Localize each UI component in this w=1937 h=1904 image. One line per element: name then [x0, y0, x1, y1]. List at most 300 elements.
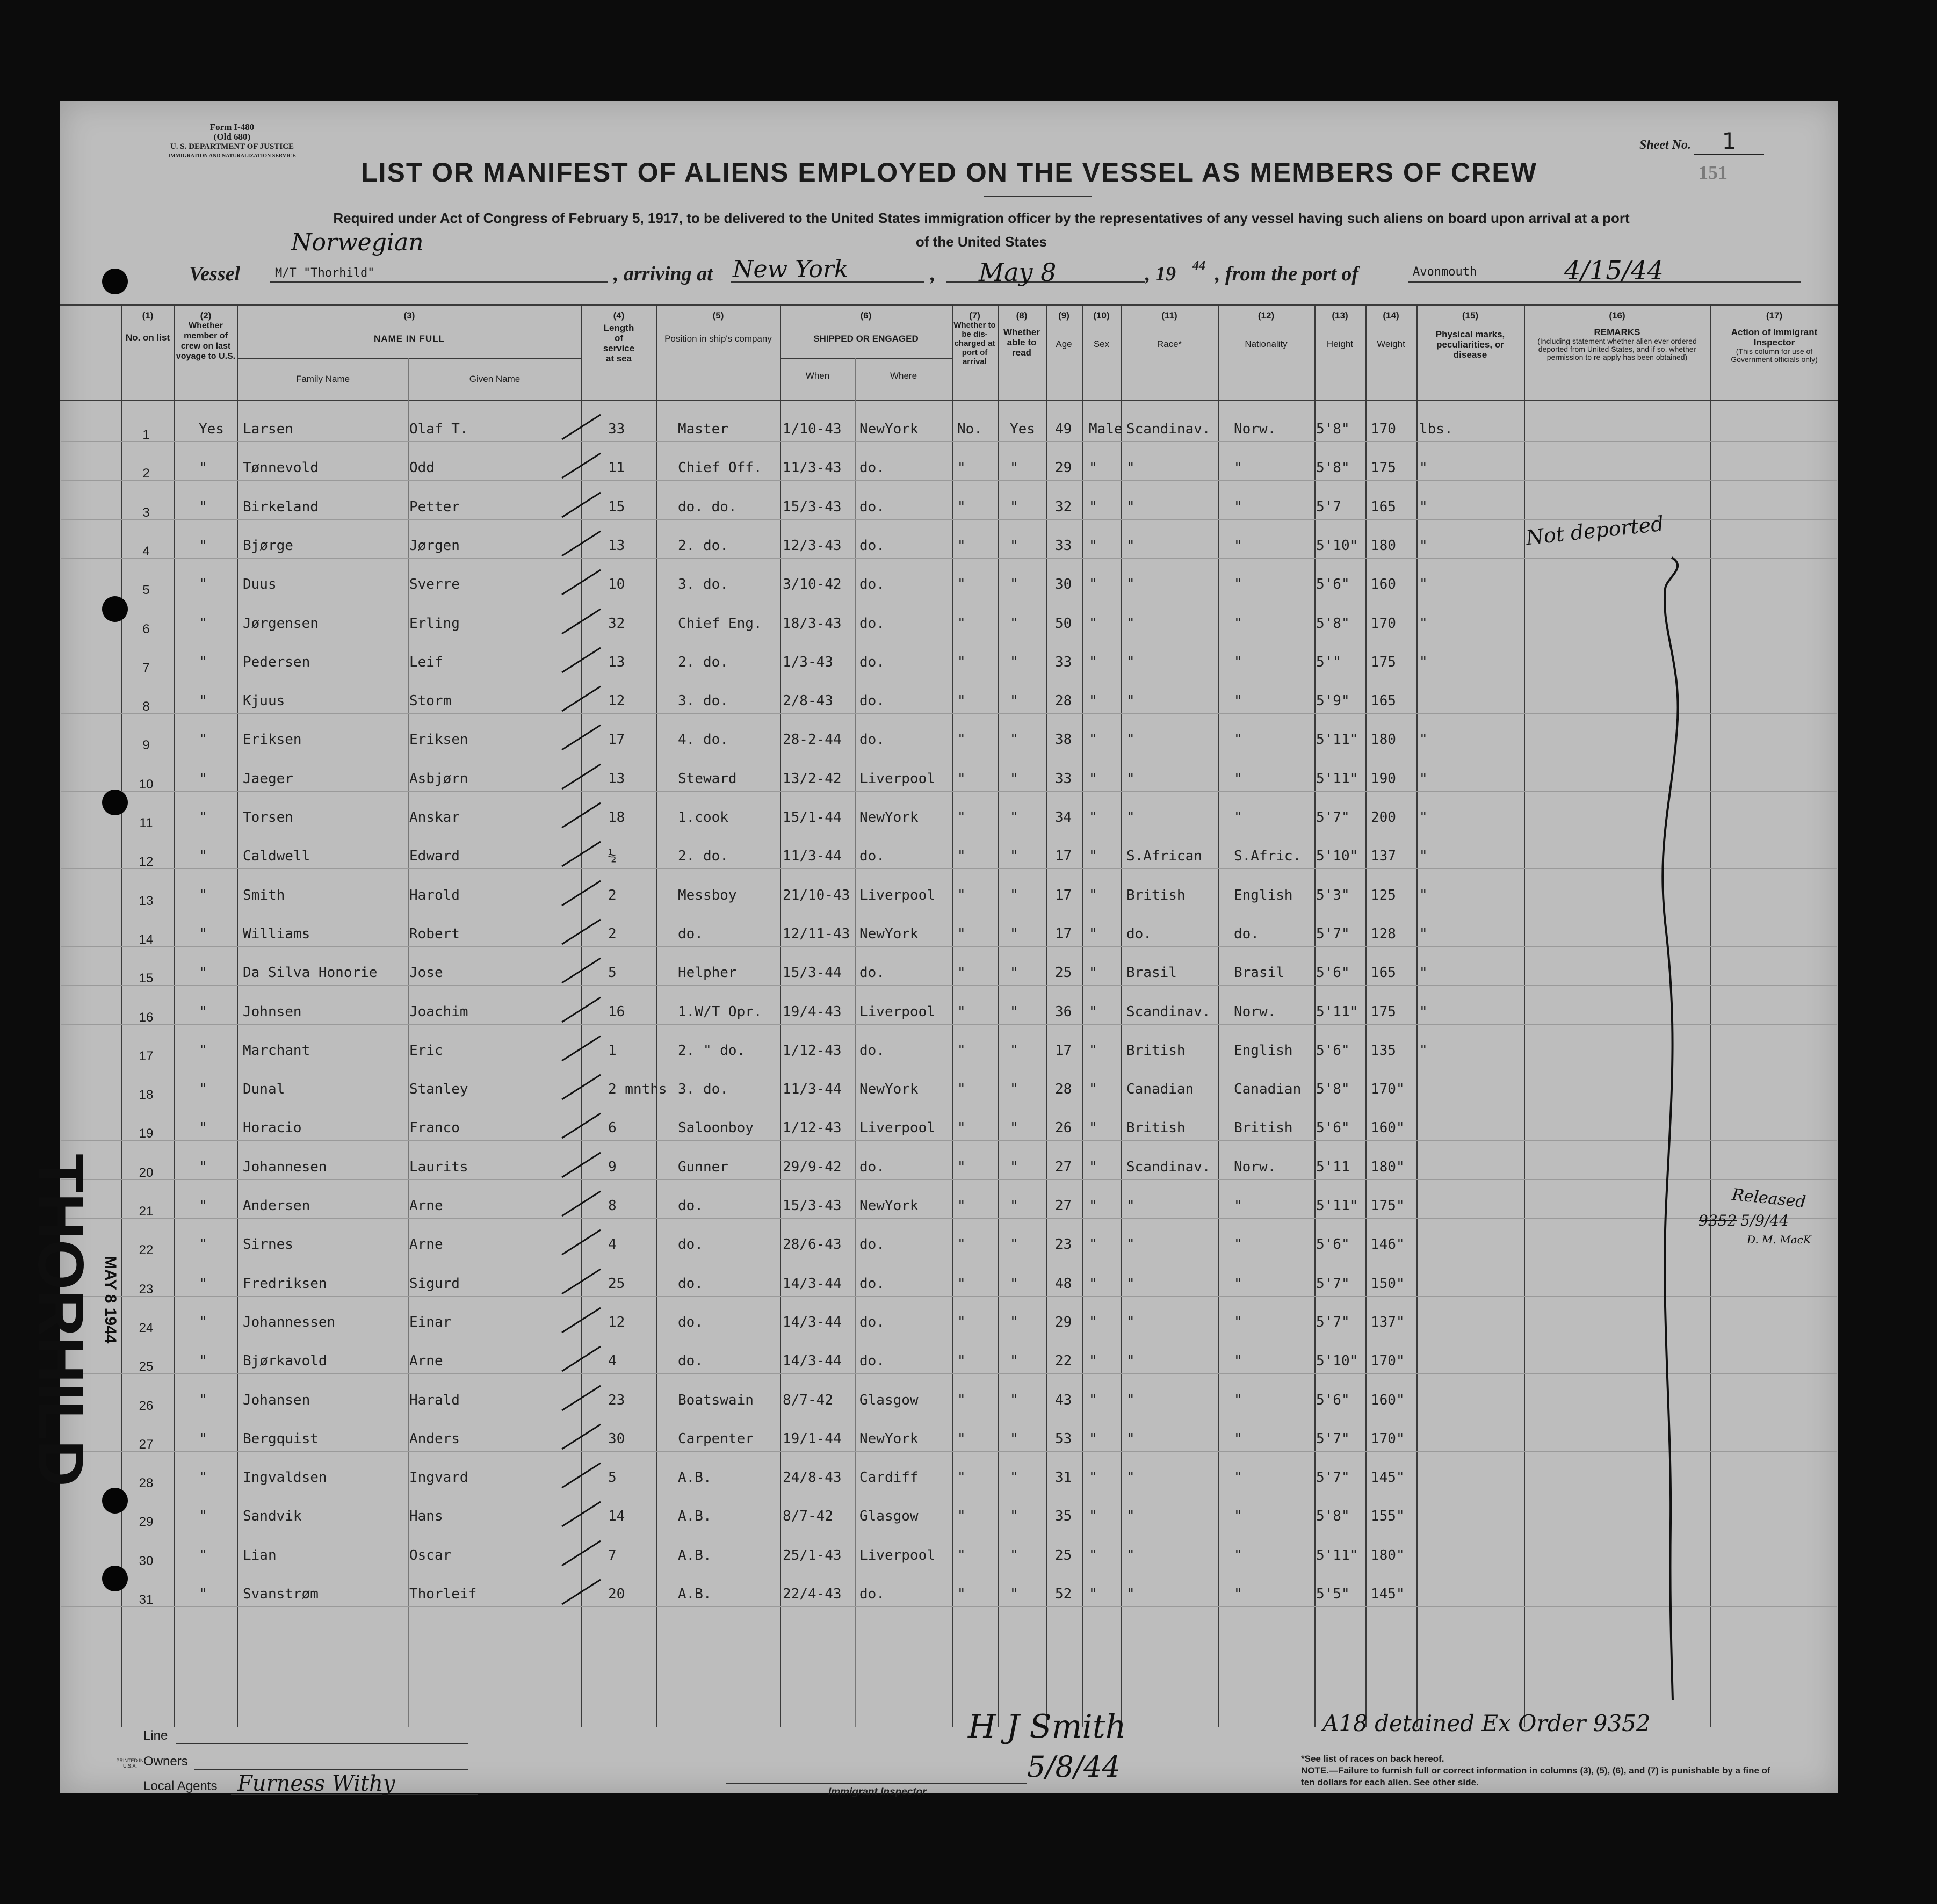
- weight: 165: [1371, 965, 1396, 981]
- ship-position: 4. do.: [678, 732, 728, 748]
- discharged: ": [957, 1198, 966, 1214]
- service-length: 13: [608, 770, 625, 787]
- able-to-read: ": [1010, 693, 1018, 710]
- engaged-where: do.: [859, 1314, 885, 1330]
- ship-position: do. do.: [678, 498, 737, 515]
- inspector-line: [726, 1783, 1027, 1784]
- form-old-number: (Old 680): [213, 132, 251, 142]
- discharged: ": [957, 965, 966, 981]
- sex: ": [1089, 1081, 1097, 1098]
- check-mark-icon: [560, 800, 603, 832]
- col13-number: (13): [1332, 310, 1348, 321]
- height: 5'7": [1316, 1469, 1350, 1486]
- age: 17: [1055, 1042, 1072, 1059]
- given-name: Storm: [409, 693, 452, 710]
- race: Brasil: [1126, 965, 1177, 981]
- race: ": [1126, 576, 1135, 593]
- engaged-when: 1/10-43: [783, 421, 842, 437]
- able-to-read: ": [1010, 1159, 1018, 1175]
- family-name: Larsen: [243, 421, 293, 437]
- prior-voyage: Yes: [199, 421, 224, 437]
- sex: ": [1089, 1314, 1097, 1330]
- weight: 175: [1371, 460, 1396, 476]
- row-number: 24: [139, 1320, 154, 1335]
- able-to-read: ": [1010, 1120, 1018, 1136]
- row-number: 13: [139, 893, 154, 908]
- height: 5'10": [1316, 1353, 1358, 1370]
- from-port: Avonmouth: [1413, 265, 1477, 279]
- service-length: 20: [608, 1586, 625, 1602]
- weight: 175": [1371, 1198, 1405, 1214]
- check-mark-icon: [560, 645, 603, 677]
- engaged-when: 2/8-43: [783, 693, 833, 710]
- nationality: ": [1234, 693, 1242, 710]
- check-mark-icon: [560, 955, 603, 987]
- owners-field: [194, 1769, 468, 1770]
- height: 5'11": [1316, 770, 1358, 787]
- sex: ": [1089, 1547, 1097, 1563]
- nationality: ": [1234, 654, 1242, 670]
- able-to-read: ": [1010, 770, 1018, 787]
- given-name: Stanley: [409, 1081, 468, 1098]
- col1-number: (1): [142, 310, 154, 321]
- col3-number: (3): [403, 310, 415, 321]
- able-to-read: ": [1010, 1275, 1018, 1292]
- race: ": [1126, 1198, 1135, 1214]
- nationality: ": [1234, 537, 1242, 554]
- given-name: Odd: [409, 460, 435, 476]
- inspector-label: Immigrant Inspector: [828, 1786, 927, 1798]
- engaged-when: 11/3-43: [783, 460, 842, 476]
- check-mark-icon: [560, 1072, 603, 1104]
- service-length: 4: [608, 1236, 617, 1253]
- col13-header: Height: [1326, 339, 1354, 349]
- ship-position: 3. do.: [678, 693, 728, 710]
- race: ": [1126, 615, 1135, 632]
- col16-number: (16): [1609, 310, 1625, 321]
- nationality: English: [1234, 887, 1293, 903]
- sex: ": [1089, 654, 1097, 670]
- able-to-read: ": [1010, 537, 1018, 554]
- height: 5'10": [1316, 848, 1358, 865]
- race: ": [1126, 1586, 1135, 1602]
- arrival-date: May 8: [979, 258, 1057, 287]
- sex: ": [1089, 732, 1097, 748]
- able-to-read: ": [1010, 848, 1018, 865]
- family-name: Fredriksen: [243, 1275, 327, 1292]
- ship-position: Gunner: [678, 1159, 728, 1175]
- race: do.: [1126, 925, 1152, 942]
- engaged-where: NewYork: [859, 1198, 919, 1214]
- col14-number: (14): [1383, 310, 1399, 321]
- col1-header: No. on list: [125, 332, 170, 343]
- engaged-when: 15/3-43: [783, 1198, 842, 1214]
- check-mark-icon: [560, 450, 603, 482]
- able-to-read: ": [1010, 1236, 1018, 1253]
- discharged: ": [957, 887, 966, 903]
- family-name: Marchant: [243, 1042, 310, 1059]
- able-to-read: ": [1010, 1314, 1018, 1330]
- engaged-where: do.: [859, 693, 885, 710]
- given-name: Jose: [409, 965, 443, 981]
- check-mark-icon: [560, 1110, 603, 1142]
- engaged-where: Liverpool: [859, 887, 935, 903]
- row-rule: [61, 1140, 1837, 1141]
- family-name: Duus: [243, 576, 277, 593]
- subtitle-line-1: Required under Act of Congress of February 5, 1917, to be delivered to the United States immigration officer by the representatives of any vessel having such aliens on board upon arrival at a port: [333, 210, 1630, 226]
- col12-header: Nationality: [1245, 339, 1288, 349]
- physical-marks: ": [1419, 460, 1428, 476]
- engaged-where: do.: [859, 1159, 885, 1175]
- service-length: ½: [608, 848, 617, 865]
- sheet-number: [1639, 128, 1764, 155]
- row-number: 8: [142, 699, 150, 714]
- height: 5'5": [1316, 1586, 1350, 1602]
- engaged-where: NewYork: [859, 1430, 919, 1447]
- col6-number: (6): [860, 310, 872, 321]
- discharged: ": [957, 1042, 966, 1059]
- race: Canadian: [1126, 1081, 1194, 1098]
- discharged: ": [957, 1586, 966, 1602]
- able-to-read: ": [1010, 654, 1018, 670]
- vessel-line: Norwegian Vessel M/T "Thorhild" , arriving at New York , May 8 , 19 44 , from the port of Avonmouth 4/15/44: [189, 262, 1801, 294]
- col11-number: (11): [1161, 310, 1177, 321]
- check-mark-icon: [560, 761, 603, 793]
- row-number: 20: [139, 1165, 154, 1180]
- age: 36: [1055, 1003, 1072, 1020]
- service-length: 6: [608, 1120, 617, 1136]
- nationality: ": [1234, 576, 1242, 593]
- able-to-read: ": [1010, 1508, 1018, 1525]
- sex: ": [1089, 848, 1097, 865]
- family-name: Jaeger: [243, 770, 293, 787]
- race: British: [1126, 1042, 1186, 1059]
- height: 5'8": [1316, 460, 1350, 476]
- ship-position: Saloonboy: [678, 1120, 754, 1136]
- from-port-label: , from the port of: [1215, 263, 1359, 285]
- nationality: Norw.: [1234, 421, 1276, 437]
- physical-marks: ": [1419, 537, 1428, 554]
- arriving-label: , arriving at: [613, 263, 713, 285]
- given-name: Harald: [409, 1392, 460, 1408]
- family-name: Pedersen: [243, 654, 310, 670]
- prior-voyage: ": [199, 887, 207, 903]
- check-mark-icon: [560, 722, 603, 754]
- sex: ": [1089, 925, 1097, 942]
- page-title: LIST OR MANIFEST OF ALIENS EMPLOYED ON THE VESSEL AS MEMBERS OF CREW: [361, 157, 1537, 187]
- weight: 125: [1371, 887, 1396, 903]
- nationality: ": [1234, 615, 1242, 632]
- engaged-where: do.: [859, 498, 885, 515]
- family-name: Bjørge: [243, 537, 293, 554]
- weight: 137": [1371, 1314, 1405, 1330]
- check-mark-icon: [560, 1149, 603, 1182]
- sex: ": [1089, 1159, 1097, 1175]
- race: ": [1126, 460, 1135, 476]
- sex: ": [1089, 887, 1097, 903]
- inspector-signature: H J Smith: [968, 1708, 1126, 1746]
- able-to-read: ": [1010, 965, 1018, 981]
- col6-where: Where: [890, 371, 917, 381]
- family-name: Eriksen: [243, 732, 302, 748]
- height: 5'6": [1316, 1042, 1350, 1059]
- col14-header: Weight: [1377, 339, 1405, 349]
- weight: 180": [1371, 1159, 1405, 1175]
- engaged-when: 8/7-42: [783, 1508, 833, 1525]
- nationality: S.Afric.: [1234, 848, 1302, 865]
- ship-position: Helpher: [678, 965, 737, 981]
- age: 27: [1055, 1198, 1072, 1214]
- check-mark-icon: [560, 683, 603, 715]
- row-number: 25: [139, 1359, 154, 1374]
- row-rule: [61, 1024, 1837, 1025]
- able-to-read: ": [1010, 498, 1018, 515]
- age: 31: [1055, 1469, 1072, 1486]
- physical-marks: lbs.: [1419, 421, 1453, 437]
- row-rule: [61, 558, 1837, 559]
- weight: 170": [1371, 1081, 1405, 1098]
- physical-marks: ": [1419, 615, 1428, 632]
- physical-marks: ": [1419, 770, 1428, 787]
- race: ": [1126, 1508, 1135, 1525]
- row-number: 22: [139, 1243, 154, 1258]
- able-to-read: ": [1010, 615, 1018, 632]
- col3-family-name: Family Name: [295, 374, 350, 384]
- row-rule: [61, 946, 1837, 947]
- row-number: 9: [142, 738, 150, 753]
- family-name: Svanstrøm: [243, 1586, 319, 1602]
- ship-position: Chief Eng.: [678, 615, 762, 632]
- ship-position: do.: [678, 925, 703, 942]
- row-number: 7: [142, 660, 150, 675]
- prior-voyage: ": [199, 809, 207, 826]
- prior-voyage: ": [199, 537, 207, 554]
- check-mark-icon: [560, 1576, 603, 1609]
- nationality: ": [1234, 1430, 1242, 1447]
- given-name: Eric: [409, 1042, 443, 1059]
- able-to-read: ": [1010, 576, 1018, 593]
- prior-voyage: ": [199, 1081, 207, 1098]
- check-mark-icon: [560, 411, 603, 444]
- discharged: ": [957, 693, 966, 710]
- weight: 175: [1371, 1003, 1396, 1020]
- engaged-when: 11/3-44: [783, 1081, 842, 1098]
- height: 5'7": [1316, 925, 1350, 942]
- prior-voyage: ": [199, 925, 207, 942]
- vessel-name: M/T "Thorhild": [275, 266, 375, 280]
- sex: ": [1089, 1120, 1097, 1136]
- age: 30: [1055, 576, 1072, 593]
- engaged-where: Cardiff: [859, 1469, 919, 1486]
- sex: ": [1089, 1586, 1097, 1602]
- able-to-read: ": [1010, 809, 1018, 826]
- prior-voyage: ": [199, 576, 207, 593]
- row-number: 4: [142, 544, 150, 559]
- discharged: ": [957, 1081, 966, 1098]
- check-mark-icon: [560, 1421, 603, 1453]
- col11-header: Race*: [1157, 339, 1182, 349]
- given-name: Sigurd: [409, 1275, 460, 1292]
- sex: ": [1089, 1392, 1097, 1408]
- weight: 180: [1371, 732, 1396, 748]
- check-mark-icon: [560, 878, 603, 910]
- binder-hole: [102, 269, 128, 294]
- height: 5'11": [1316, 1547, 1358, 1563]
- service-length: 23: [608, 1392, 625, 1408]
- penalty-note: NOTE.—Failure to furnish full or correct information in columns (3), (5), (6), and (7) is punishable by a fine of ten dollars for each alien. See other side.: [1301, 1765, 1770, 1787]
- engaged-when: 1/3-43: [783, 654, 833, 670]
- ship-position: do.: [678, 1198, 703, 1214]
- race: British: [1126, 887, 1186, 903]
- row-number: 28: [139, 1476, 154, 1491]
- engaged-where: do.: [859, 1353, 885, 1370]
- weight: 170": [1371, 1353, 1405, 1370]
- able-to-read: ": [1010, 925, 1018, 942]
- row-number: 10: [139, 777, 154, 792]
- check-mark-icon: [560, 1033, 603, 1065]
- height: 5'": [1316, 654, 1341, 670]
- age: 43: [1055, 1392, 1072, 1408]
- race: ": [1126, 770, 1135, 787]
- age: 35: [1055, 1508, 1072, 1525]
- prior-voyage: ": [199, 693, 207, 710]
- discharged: No.: [957, 421, 982, 437]
- able-to-read: ": [1010, 732, 1018, 748]
- able-to-read: ": [1010, 1430, 1018, 1447]
- able-to-read: ": [1010, 1353, 1018, 1370]
- nationality: ": [1234, 460, 1242, 476]
- height: 5'6": [1316, 1392, 1350, 1408]
- ship-position: A.B.: [678, 1508, 712, 1525]
- ship-position: Master: [678, 421, 728, 437]
- col4-header: Length of service at sea: [603, 323, 635, 364]
- stamp-number: 151: [1699, 162, 1728, 183]
- family-name: Ingvaldsen: [243, 1469, 327, 1486]
- race: ": [1126, 1392, 1135, 1408]
- col9-header: Age: [1056, 339, 1072, 349]
- service-length: 12: [608, 1314, 625, 1330]
- physical-marks: ": [1419, 887, 1428, 903]
- service-length: 32: [608, 615, 625, 632]
- form-number: Form I-480: [209, 122, 255, 132]
- service-length: 5: [608, 1469, 617, 1486]
- ship-position: do.: [678, 1314, 703, 1330]
- sex: ": [1089, 1508, 1097, 1525]
- discharged: ": [957, 1353, 966, 1370]
- family-name: Horacio: [243, 1120, 302, 1136]
- prior-voyage: ": [199, 770, 207, 787]
- ship-position: 2. " do.: [678, 1042, 746, 1059]
- service-length: 1: [608, 1042, 617, 1059]
- height: 5'10": [1316, 537, 1358, 554]
- family-name: Johnsen: [243, 1003, 302, 1020]
- engaged-when: 13/2-42: [783, 770, 842, 787]
- discharged: ": [957, 1392, 966, 1408]
- check-mark-icon: [560, 489, 603, 522]
- sex: ": [1089, 1430, 1097, 1447]
- height: 5'6": [1316, 1120, 1350, 1136]
- row-number: 27: [139, 1437, 154, 1452]
- col3-given-name: Given Name: [469, 374, 521, 384]
- height: 5'11": [1316, 1198, 1358, 1214]
- sex: ": [1089, 615, 1097, 632]
- nationality: Norw.: [1234, 1159, 1276, 1175]
- nationality: ": [1234, 809, 1242, 826]
- given-name: Franco: [409, 1120, 460, 1136]
- given-name: Laurits: [409, 1159, 468, 1175]
- engaged-when: 11/3-44: [783, 848, 842, 865]
- service-length: 10: [608, 576, 625, 593]
- service-length: 12: [608, 693, 625, 710]
- discharged: ": [957, 1275, 966, 1292]
- family-name: Andersen: [243, 1198, 310, 1214]
- age: 23: [1055, 1236, 1072, 1253]
- ditto-bracket-line: [1650, 556, 1693, 1706]
- height: 5'11: [1316, 1159, 1350, 1175]
- col17-subheader: (This column for use of Government officials only): [1731, 347, 1818, 364]
- given-name: Petter: [409, 498, 460, 515]
- discharged: ": [957, 1120, 966, 1136]
- sex: ": [1089, 1275, 1097, 1292]
- engaged-when: 12/3-43: [783, 537, 842, 554]
- sex: ": [1089, 1469, 1097, 1486]
- nationality: ": [1234, 1392, 1242, 1408]
- service-length: 7: [608, 1547, 617, 1563]
- department-name: U. S. DEPARTMENT OF JUSTICE: [170, 142, 294, 151]
- year-suffix: 44: [1192, 259, 1205, 273]
- service-length: 33: [608, 421, 625, 437]
- physical-marks: ": [1419, 809, 1428, 826]
- sex: ": [1089, 576, 1097, 593]
- vessel-side-stamp: THORHILD: [25, 1154, 97, 1487]
- race: ": [1126, 1353, 1135, 1370]
- ship-position: do.: [678, 1236, 703, 1253]
- age: 17: [1055, 887, 1072, 903]
- discharged: ": [957, 732, 966, 748]
- col17-number: (17): [1766, 310, 1783, 321]
- check-mark-icon: [560, 1305, 603, 1337]
- prior-voyage: ": [199, 460, 207, 476]
- sheet-number-value: 1: [1694, 128, 1764, 155]
- ship-position: Carpenter: [678, 1430, 754, 1447]
- prior-voyage: ": [199, 848, 207, 865]
- row-number: 26: [139, 1398, 154, 1413]
- sex: ": [1089, 1198, 1097, 1214]
- discharged: ": [957, 1508, 966, 1525]
- physical-marks: ": [1419, 925, 1428, 942]
- race: ": [1126, 732, 1135, 748]
- row-rule: [61, 1296, 1837, 1297]
- given-name: Anders: [409, 1430, 460, 1447]
- ship-position: do.: [678, 1353, 703, 1370]
- col6-header: SHIPPED OR ENGAGED: [813, 334, 919, 344]
- family-name: Johannessen: [243, 1314, 336, 1330]
- released-code: 9352: [1699, 1212, 1737, 1229]
- row-number: 1: [142, 428, 150, 442]
- family-name: Johansen: [243, 1392, 310, 1408]
- given-name: Arne: [409, 1198, 443, 1214]
- height: 5'7": [1316, 1314, 1350, 1330]
- service-length: 8: [608, 1198, 617, 1214]
- height: 5'8": [1316, 421, 1350, 437]
- col7-number: (7): [969, 310, 980, 321]
- able-to-read: ": [1010, 1198, 1018, 1214]
- nationality: do.: [1234, 925, 1259, 942]
- discharged: ": [957, 848, 966, 865]
- check-mark-icon: [560, 567, 603, 599]
- check-mark-icon: [560, 1460, 603, 1492]
- prior-voyage: ": [199, 1120, 207, 1136]
